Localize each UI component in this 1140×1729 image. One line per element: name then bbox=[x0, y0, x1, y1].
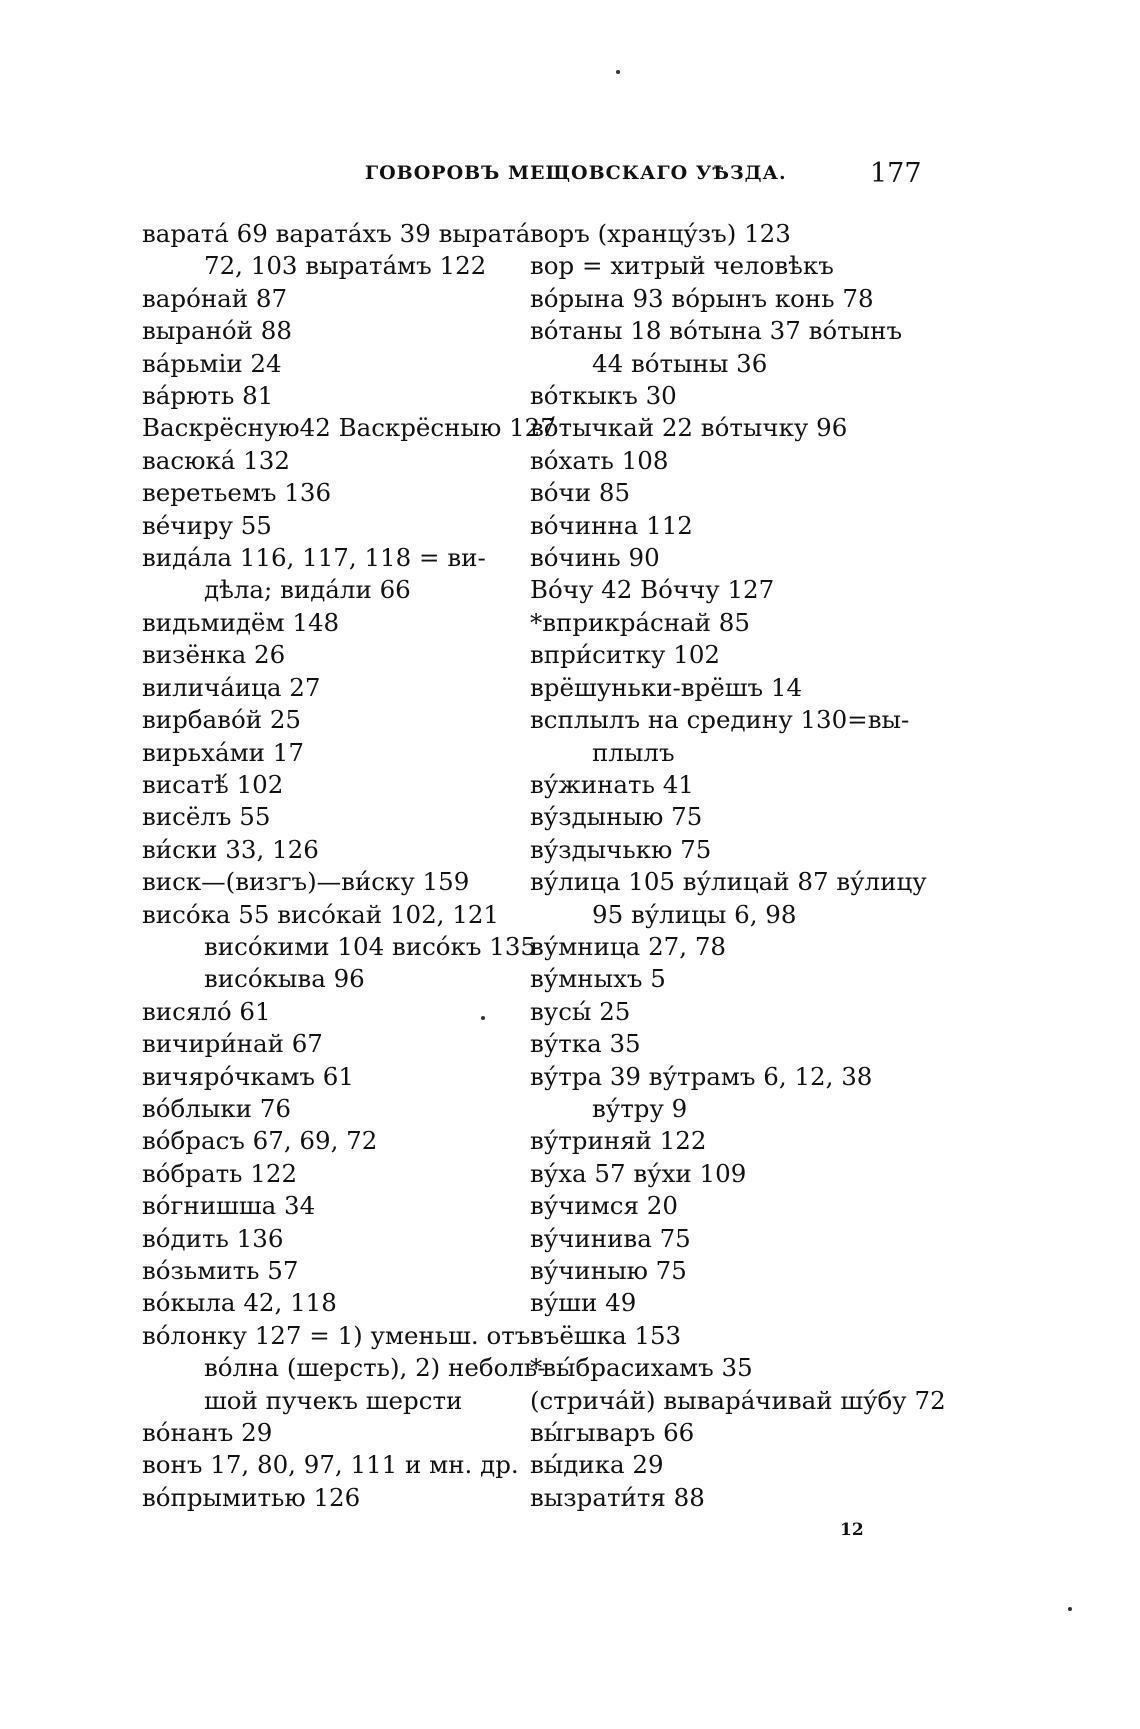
entry-line: ву́мница 27, 78 bbox=[530, 931, 726, 961]
entry-line: вóлонку 127 = 1) уменьш. отъ bbox=[142, 1320, 531, 1350]
entry-line: дѣла; видáли 66 bbox=[204, 575, 411, 605]
entry-line: ву́здыныю 75 bbox=[530, 802, 703, 832]
entry-line: вóхать 108 bbox=[530, 445, 669, 475]
entry-line: ви́ски 33, 126 bbox=[142, 834, 319, 864]
speck bbox=[1068, 1607, 1072, 1611]
entry-line: висóка 55 висóкай 102, 121 bbox=[142, 899, 499, 929]
entry-line: впри́ситку 102 bbox=[530, 640, 721, 670]
entry-line: врёшуньки-врёшъ 14 bbox=[530, 672, 803, 702]
entry-line: ву́ши 49 bbox=[530, 1288, 637, 1318]
entry-line: ву́лица 105 ву́лицай 87 ву́лицу bbox=[530, 867, 927, 897]
running-title: ГОВОРОВЪ МЕЩОВСКАГО УѢЗДА. bbox=[365, 162, 787, 184]
entry-line: (стричáй) выварáчивай шу́бу 72 bbox=[530, 1385, 946, 1415]
entry-line: вóзьмить 57 bbox=[142, 1256, 299, 1285]
entry-line: вичярóчкамъ 61 bbox=[142, 1061, 354, 1091]
entry-line: вóчинь 90 bbox=[530, 543, 660, 573]
signature-mark: 12 bbox=[840, 1520, 864, 1540]
entry-line: видьмидём 148 bbox=[142, 607, 340, 637]
page-number: 177 bbox=[870, 158, 922, 189]
entry-line: *вы́брасихамъ 35 bbox=[530, 1353, 753, 1383]
entry-line: ву́ха 57 ву́хи 109 bbox=[530, 1158, 747, 1188]
entry-line: вóбрасъ 67, 69, 72 bbox=[142, 1126, 378, 1156]
entry-line: воръ (хранцу́зъ) 123 bbox=[530, 219, 791, 248]
entry-line: виличáица 27 bbox=[142, 672, 321, 702]
entry-line: вонъ 17, 80, 97, 111 и мн. др. bbox=[142, 1450, 519, 1480]
entry-line: вóлна (шерсть), 2) неболь- bbox=[204, 1353, 546, 1383]
entry-line: шой пучекъ шерсти bbox=[204, 1385, 463, 1415]
entry-line: вусы́ 25 bbox=[530, 996, 631, 1026]
entry-line: висóкими 104 висóкъ 135 bbox=[204, 931, 537, 961]
entry-line: ву́мныхъ 5 bbox=[530, 964, 666, 994]
entry-line: въёшка 153 bbox=[530, 1320, 682, 1350]
entry-line: вóдить 136 bbox=[142, 1223, 284, 1253]
entry-line: вóчинна 112 bbox=[530, 510, 693, 540]
entry-line: вéчиру 55 bbox=[142, 510, 272, 540]
entry-line: вызрати́тя 88 bbox=[530, 1482, 705, 1512]
speck bbox=[616, 70, 620, 74]
entry-line: ву́жинать 41 bbox=[530, 769, 694, 799]
entry-line: вóкыла 42, 118 bbox=[142, 1288, 337, 1318]
right-column bbox=[530, 218, 946, 1514]
entry-line: ву́тка 35 bbox=[530, 1029, 641, 1059]
entry-line: веретьемъ 136 bbox=[142, 478, 332, 508]
entry-line: вóблыки 76 bbox=[142, 1093, 291, 1123]
entry-line: Васкрёсную42 Васкрёсныю 127 bbox=[142, 413, 556, 443]
entry-line: ву́здычькю 75 bbox=[530, 834, 712, 864]
entry-line: вóрына 93 вóрынъ конь 78 bbox=[530, 283, 874, 313]
entry-line: выранóй 88 bbox=[142, 316, 292, 346]
entry-line: вирьхáми 17 bbox=[142, 737, 304, 767]
entry-line: 95 ву́лицы 6, 98 bbox=[592, 899, 797, 929]
entry-line: 72, 103 выратáмъ 122 bbox=[204, 251, 487, 281]
entry-line: висялó 61 bbox=[142, 996, 271, 1026]
entry-line: ву́тру 9 bbox=[592, 1093, 688, 1123]
entry-line: варатá 69 варатáхъ 39 вырата́ bbox=[142, 219, 531, 248]
entry-line: вóпрымитью 126 bbox=[142, 1482, 361, 1512]
entry-line: вóткыкъ 30 bbox=[530, 381, 677, 411]
speck bbox=[481, 1016, 485, 1020]
entry-line: вичири́най 67 bbox=[142, 1029, 323, 1059]
entry-line: вóбрать 122 bbox=[142, 1158, 298, 1188]
entry-line: ву́чинива 75 bbox=[530, 1223, 691, 1253]
entry-line: вор = хитрый человѣкъ bbox=[530, 251, 834, 281]
entry-line: висóкыва 96 bbox=[204, 964, 365, 994]
entry-line: Вóчу 42 Вóччу 127 bbox=[530, 575, 775, 605]
entry-line: вы́дика 29 bbox=[530, 1450, 664, 1480]
entry-line: варóнай 87 bbox=[142, 283, 288, 313]
page-header bbox=[0, 158, 1140, 198]
entry-line: ву́тра 39 ву́трамъ 6, 12, 38 bbox=[530, 1061, 873, 1091]
entry-line: вóгнишша 34 bbox=[142, 1191, 316, 1221]
entry-line: всплылъ на средину 130=вы- bbox=[530, 705, 910, 735]
left-column bbox=[142, 218, 556, 1514]
entry-line: вы́гываръ 66 bbox=[530, 1418, 695, 1448]
entry-line: висатѣ́ 102 bbox=[142, 769, 284, 799]
entry-line: вóнанъ 29 bbox=[142, 1418, 273, 1448]
entry-line: васюкá 132 bbox=[142, 445, 290, 475]
entry-line: плылъ bbox=[592, 737, 675, 767]
entry-line: вáрьміи 24 bbox=[142, 348, 282, 378]
entry-line: вáрють 81 bbox=[142, 381, 274, 411]
entry-line: вирбавóй 25 bbox=[142, 705, 301, 735]
entry-line: висёлъ 55 bbox=[142, 802, 271, 832]
entry-line: ву́триняй 122 bbox=[530, 1126, 707, 1156]
entry-line: видáла 116, 117, 118 = ви- bbox=[142, 543, 486, 573]
entry-line: *вприкрáснай 85 bbox=[530, 607, 750, 637]
entry-line: 44 вóтыны 36 bbox=[592, 348, 768, 378]
entry-line: виск—(визгъ)—ви́ску 159 bbox=[142, 867, 470, 897]
entry-line: ву́чимся 20 bbox=[530, 1191, 678, 1221]
entry-line: визёнка 26 bbox=[142, 640, 286, 670]
entry-line: вóтаны 18 вóтына 37 вóтынъ bbox=[530, 316, 903, 346]
entry-line: ву́чиныю 75 bbox=[530, 1256, 687, 1285]
entry-line: вóчи 85 bbox=[530, 478, 631, 508]
entry-line: вóтычкай 22 вóтычку 96 bbox=[530, 413, 848, 443]
